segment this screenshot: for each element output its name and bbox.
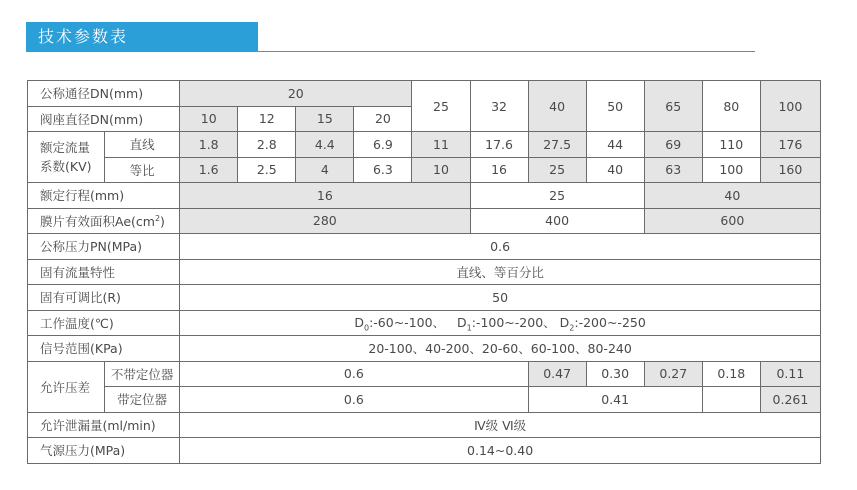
table-cell: 44 (586, 132, 644, 158)
table-cell: 20 (180, 81, 412, 107)
table-row (28, 387, 821, 413)
table-cell: 40 (644, 183, 820, 209)
table-cell: 0.41 (528, 387, 702, 413)
table-cell: 0.14~0.40 (180, 438, 821, 464)
temp-d2: D (559, 315, 570, 330)
table-cell: 25 (412, 81, 470, 132)
table-row (28, 157, 821, 183)
table-cell: 80 (702, 81, 760, 132)
table-cell: 400 (470, 208, 644, 234)
table-cell: 0.261 (760, 387, 820, 413)
row-label: 公称通径DN(mm) (28, 81, 180, 107)
sub-label: 不带定位器 (105, 361, 180, 387)
row-label: 额定行程(mm) (28, 183, 180, 209)
table-cell: 0.11 (760, 361, 820, 387)
table-cell: 176 (760, 132, 820, 158)
table-cell: 直线、等百分比 (180, 259, 821, 285)
table-row (28, 438, 821, 464)
kv-label-line1: 额定流量 (40, 140, 91, 155)
table-cell: 69 (644, 132, 702, 158)
row-label: 公称压力PN(MPa) (28, 234, 180, 260)
area-label-text: 膜片有效面积Ae(cm (40, 213, 155, 229)
table-cell: 6.3 (354, 157, 412, 183)
temp-sub2: 2 (569, 323, 575, 333)
table-cell: 50 (180, 285, 821, 311)
table-cell: 0.18 (702, 361, 760, 387)
table-cell: 16 (470, 157, 528, 183)
table-cell: 1.6 (180, 157, 238, 183)
table-cell: 1.8 (180, 132, 238, 158)
area-label-close: ) (160, 213, 165, 229)
table-row (28, 208, 821, 234)
table-cell: 0.27 (644, 361, 702, 387)
table-cell: 4.4 (296, 132, 354, 158)
row-label: 允许压差 (28, 361, 105, 412)
table-cell: 10 (180, 106, 238, 132)
table-cell: 0.6 (180, 361, 528, 387)
table-cell: 11 (412, 132, 470, 158)
spec-table (27, 80, 821, 464)
row-label: 信号范围(KPa) (28, 336, 180, 362)
temp-range0: :-60~-100、 (369, 315, 450, 330)
section-title: 技术参数表 (26, 22, 258, 52)
table-cell: 4 (296, 157, 354, 183)
table-cell: Ⅳ级 Ⅵ级 (180, 412, 821, 438)
temp-d0: D (354, 315, 364, 330)
temp-d1: D (456, 315, 467, 330)
table-row (28, 259, 821, 285)
table-cell: 160 (760, 157, 820, 183)
row-label (28, 132, 105, 183)
temp-range2: :-200~-250 (574, 315, 646, 330)
table-cell: 100 (760, 81, 820, 132)
table-cell: 17.6 (470, 132, 528, 158)
table-row (28, 285, 821, 311)
table-cell: 110 (702, 132, 760, 158)
table-row (28, 361, 821, 387)
table-cell: 27.5 (528, 132, 586, 158)
temp-range1: :-100~-200、 (471, 315, 556, 330)
table-cell: 600 (644, 208, 820, 234)
table-cell: 50 (586, 81, 644, 132)
kv-label-line2: 系数(KV) (40, 159, 92, 174)
table-row (28, 81, 821, 107)
table-cell: 10 (412, 157, 470, 183)
row-label: 允许泄漏量(ml/min) (28, 412, 180, 438)
table-cell: 25 (528, 157, 586, 183)
table-row (28, 336, 821, 362)
table-cell: 6.9 (354, 132, 412, 158)
table-cell: 40 (586, 157, 644, 183)
sub-label: 带定位器 (105, 387, 180, 413)
table-row (28, 183, 821, 209)
table-cell: 0.6 (180, 387, 528, 413)
table-cell (180, 310, 821, 336)
table-cell: 2.8 (238, 132, 296, 158)
row-label: 固有流量特性 (28, 259, 180, 285)
table-row (28, 234, 821, 260)
sub-label: 直线 (105, 132, 180, 158)
table-row (28, 310, 821, 336)
table-row (28, 412, 821, 438)
row-label: 固有可调比(R) (28, 285, 180, 311)
table-cell: 0.6 (180, 234, 821, 260)
table-cell: 63 (644, 157, 702, 183)
table-cell: 12 (238, 106, 296, 132)
row-label: 气源压力(MPa) (28, 438, 180, 464)
area-label-sup: 2 (154, 213, 161, 223)
row-label: 工作温度(℃) (28, 310, 180, 336)
title-underline (258, 51, 755, 52)
table-cell: 40 (528, 81, 586, 132)
table-cell: 32 (470, 81, 528, 132)
row-label: 阀座直径DN(mm) (28, 106, 180, 132)
table-cell: 20 (354, 106, 412, 132)
table-cell: 20-100、40-200、20-60、60-100、80-240 (180, 336, 821, 362)
table-cell: 25 (470, 183, 644, 209)
table-cell: 65 (644, 81, 702, 132)
table-cell: 15 (296, 106, 354, 132)
table-cell: 2.5 (238, 157, 296, 183)
row-label (28, 208, 180, 234)
table-cell: 280 (180, 208, 470, 234)
table-cell (702, 387, 760, 413)
temp-sub1: 1 (466, 323, 472, 333)
table-cell: 0.30 (586, 361, 644, 387)
table-cell: 16 (180, 183, 470, 209)
table-row (28, 132, 821, 158)
sub-label: 等比 (105, 157, 180, 183)
temp-sub0: 0 (363, 323, 370, 333)
table-cell: 0.47 (528, 361, 586, 387)
table-cell: 100 (702, 157, 760, 183)
